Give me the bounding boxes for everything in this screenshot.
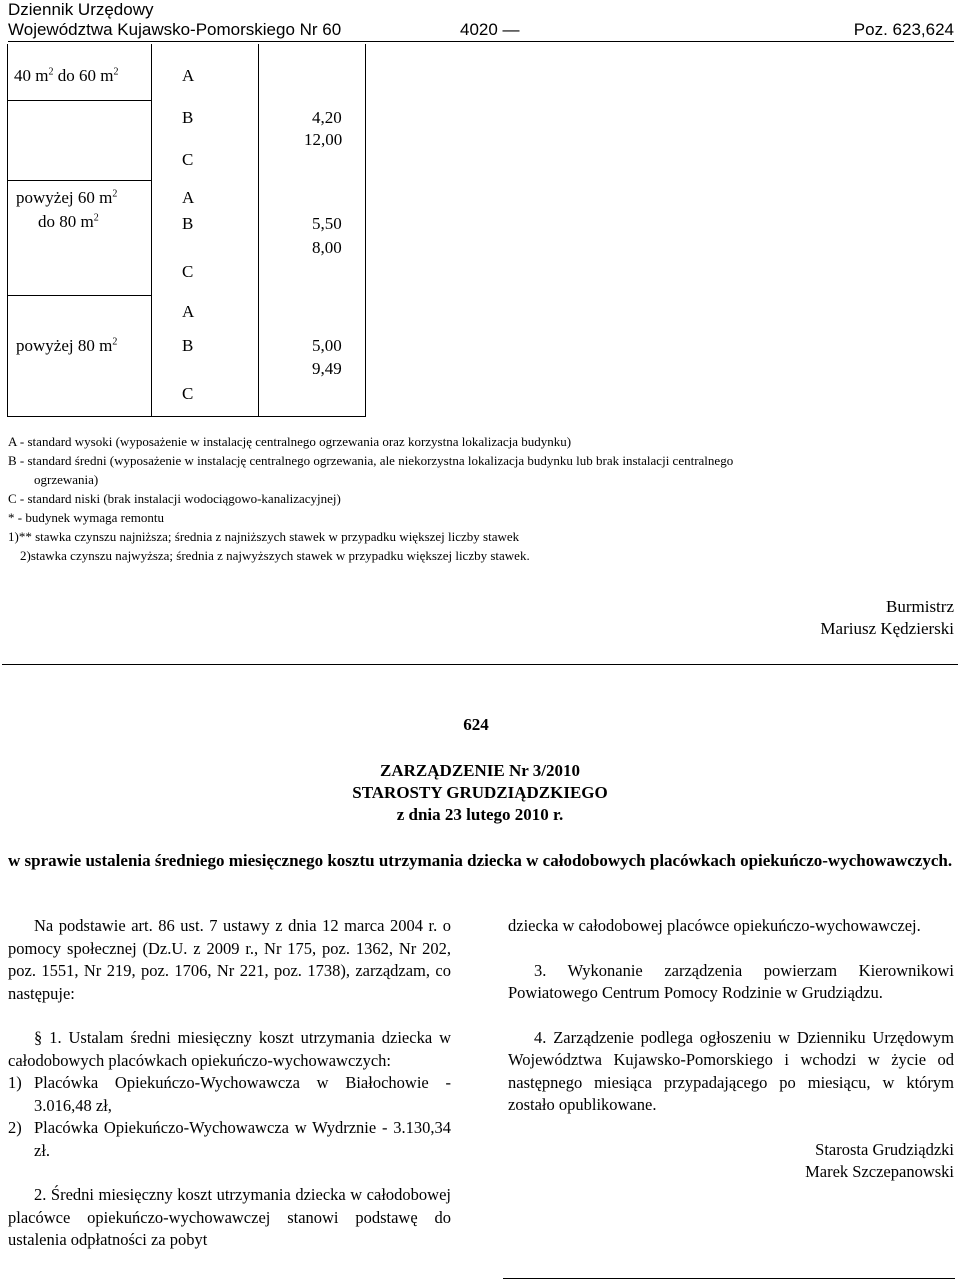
table-border-divider-2 [258, 44, 259, 416]
list-item-number: 1) [8, 1073, 22, 1092]
table-rate-max: 12,00 [304, 130, 343, 149]
document-heading: ZARZĄDZENIE Nr 3/2010 [380, 761, 580, 780]
table-row-rule-2 [7, 180, 152, 181]
signature-name: Marek Szczepanowski [805, 1162, 954, 1181]
right-column [508, 915, 954, 1184]
page-number: 4020 — [460, 20, 520, 39]
legal-basis-paragraph: Na podstawie art. 86 ust. 7 ustawy z dnia 12 marca 2004 r. o pomocy społecznej (Dz.U. z 2009 r., Nr 175, poz. 1362, Nr 202, poz. 1551, Nr 219, poz. 1706, Nr 221, poz. 1738), zarządzam, co następuje: [8, 916, 451, 1003]
document-date: z dnia 23 lutego 2010 r. [396, 805, 564, 824]
paragraph-1: § 1. Ustalam średni miesięczny koszt utrzymania dziecka w całodobowych placówkach opiekuńczo-wychowawczych: [8, 1028, 451, 1070]
header-rule [8, 41, 954, 42]
table-row-area: powyżej 80 $m^2$ [16, 336, 118, 355]
table-standard-c: C [182, 262, 194, 281]
position-number: Poz. 623,624 [853, 20, 954, 39]
signature-block-623 [820, 596, 954, 640]
list-item-text: Placówka Opiekuńczo-Wychowawcza w Białochowie - 3.016,48 zł, [34, 1073, 451, 1115]
document-subject: w sprawie ustalenia średniego miesięcznego kosztu utrzymania dziecka w całodobowych placówkach opiekuńczo-wychowawczych. [8, 851, 953, 870]
journal-title: Dziennik Urzędowy [8, 0, 154, 19]
table-rate-max: 9,49 [312, 359, 342, 378]
left-column [8, 915, 451, 1252]
paragraph-2: 2. Średni miesięczny koszt utrzymania dziecka w całodobowej placówce opiekuńczo-wychowawczej stanowi podstawę do ustalenia odpłatności za pobyt [8, 1185, 451, 1249]
table-row-area: powyżej 60 $m^2$ [16, 188, 118, 207]
journal-voivodeship: Województwa Kujawsko-Pomorskiego Nr 60 [8, 20, 342, 39]
table-row-rule-3 [7, 295, 152, 296]
footer-rule [503, 1278, 955, 1279]
list-item [8, 1072, 451, 1117]
list-item-number: 2) [8, 1118, 22, 1137]
table-standard-c: C [182, 384, 194, 403]
table-standard-a: A [182, 66, 195, 85]
legend-line-c: C - standard niski (brak instalacji wodociągowo-kanalizacyjnej) [8, 491, 341, 506]
table-standard-a: A [182, 188, 195, 207]
paragraph-4: 4. Zarządzenie podlega ogłoszeniu w Dzienniku Urzędowym Województwa Kujawsko-Pomorskiego i wchodzi w życie od następnego miesiąca przypadającego po miesiącu, w którym zostało opublikowane. [508, 1027, 954, 1114]
table-rate-min: 4,20 [312, 108, 342, 127]
table-standard-b: B [182, 108, 194, 127]
table-row-area-line2: do 80 $m^2$ [38, 212, 99, 231]
table-row-rule-1 [7, 100, 152, 101]
table-row-area: 40 $m^2$ do 60 $m^2$ [14, 66, 119, 85]
paragraph-2-continuation: dziecka w całodobowej placówce opiekuńczo-wychowawczej. [508, 916, 921, 935]
document-authority: STAROSTY GRUDZIĄDZKIEGO [352, 783, 608, 802]
legend-line-b: B - standard średni (wyposażenie w instalację centralnego ogrzewania, ale niekorzystna lokalizacja budynku lub brak instalacji centralnego [8, 453, 734, 468]
legend-line-star: * - budynek wymaga remontu [8, 510, 164, 525]
signature-title: Burmistrz [886, 597, 954, 616]
table-rate-min: 5,50 [312, 214, 342, 233]
legend-line-note-2: 2)stawka czynszu najwyższa; średnia z najwyższych stawek w przypadku większej liczby stawek. [20, 548, 530, 563]
list-item [8, 1117, 451, 1162]
table-standard-b: B [182, 214, 194, 233]
legend-line-a: A - standard wysoki (wyposażenie w instalację centralnego ogrzewania oraz korzystna lokalizacja budynku) [8, 434, 572, 449]
table-border-divider-3 [365, 44, 366, 416]
section-separator [2, 664, 958, 665]
table-legend [8, 432, 956, 565]
table-standard-c: C [182, 150, 194, 169]
list-item-text: Placówka Opiekuńczo-Wychowawcza w Wydrznie - 3.130,34 zł. [34, 1118, 451, 1160]
document-number: 624 [463, 715, 489, 734]
signature-name: Mariusz Kędzierski [820, 619, 954, 638]
legend-line-note-1: 1)** stawka czynszu najniższa; średnia z najniższych stawek w przypadku większej liczby stawek [8, 529, 520, 544]
table-rate-max: 8,00 [312, 238, 342, 257]
legend-line-b-cont: ogrzewania) [34, 472, 99, 487]
table-standard-a: A [182, 302, 195, 321]
table-bottom-rule [7, 416, 366, 417]
table-rate-min: 5,00 [312, 336, 342, 355]
paragraph-3: 3. Wykonanie zarządzenia powierzam Kierownikowi Powiatowego Centrum Pomocy Rodzinie w Grudziądzu. [508, 960, 954, 1002]
table-standard-b: B [182, 336, 194, 355]
signature-title: Starosta Grudziądzki [815, 1139, 954, 1159]
